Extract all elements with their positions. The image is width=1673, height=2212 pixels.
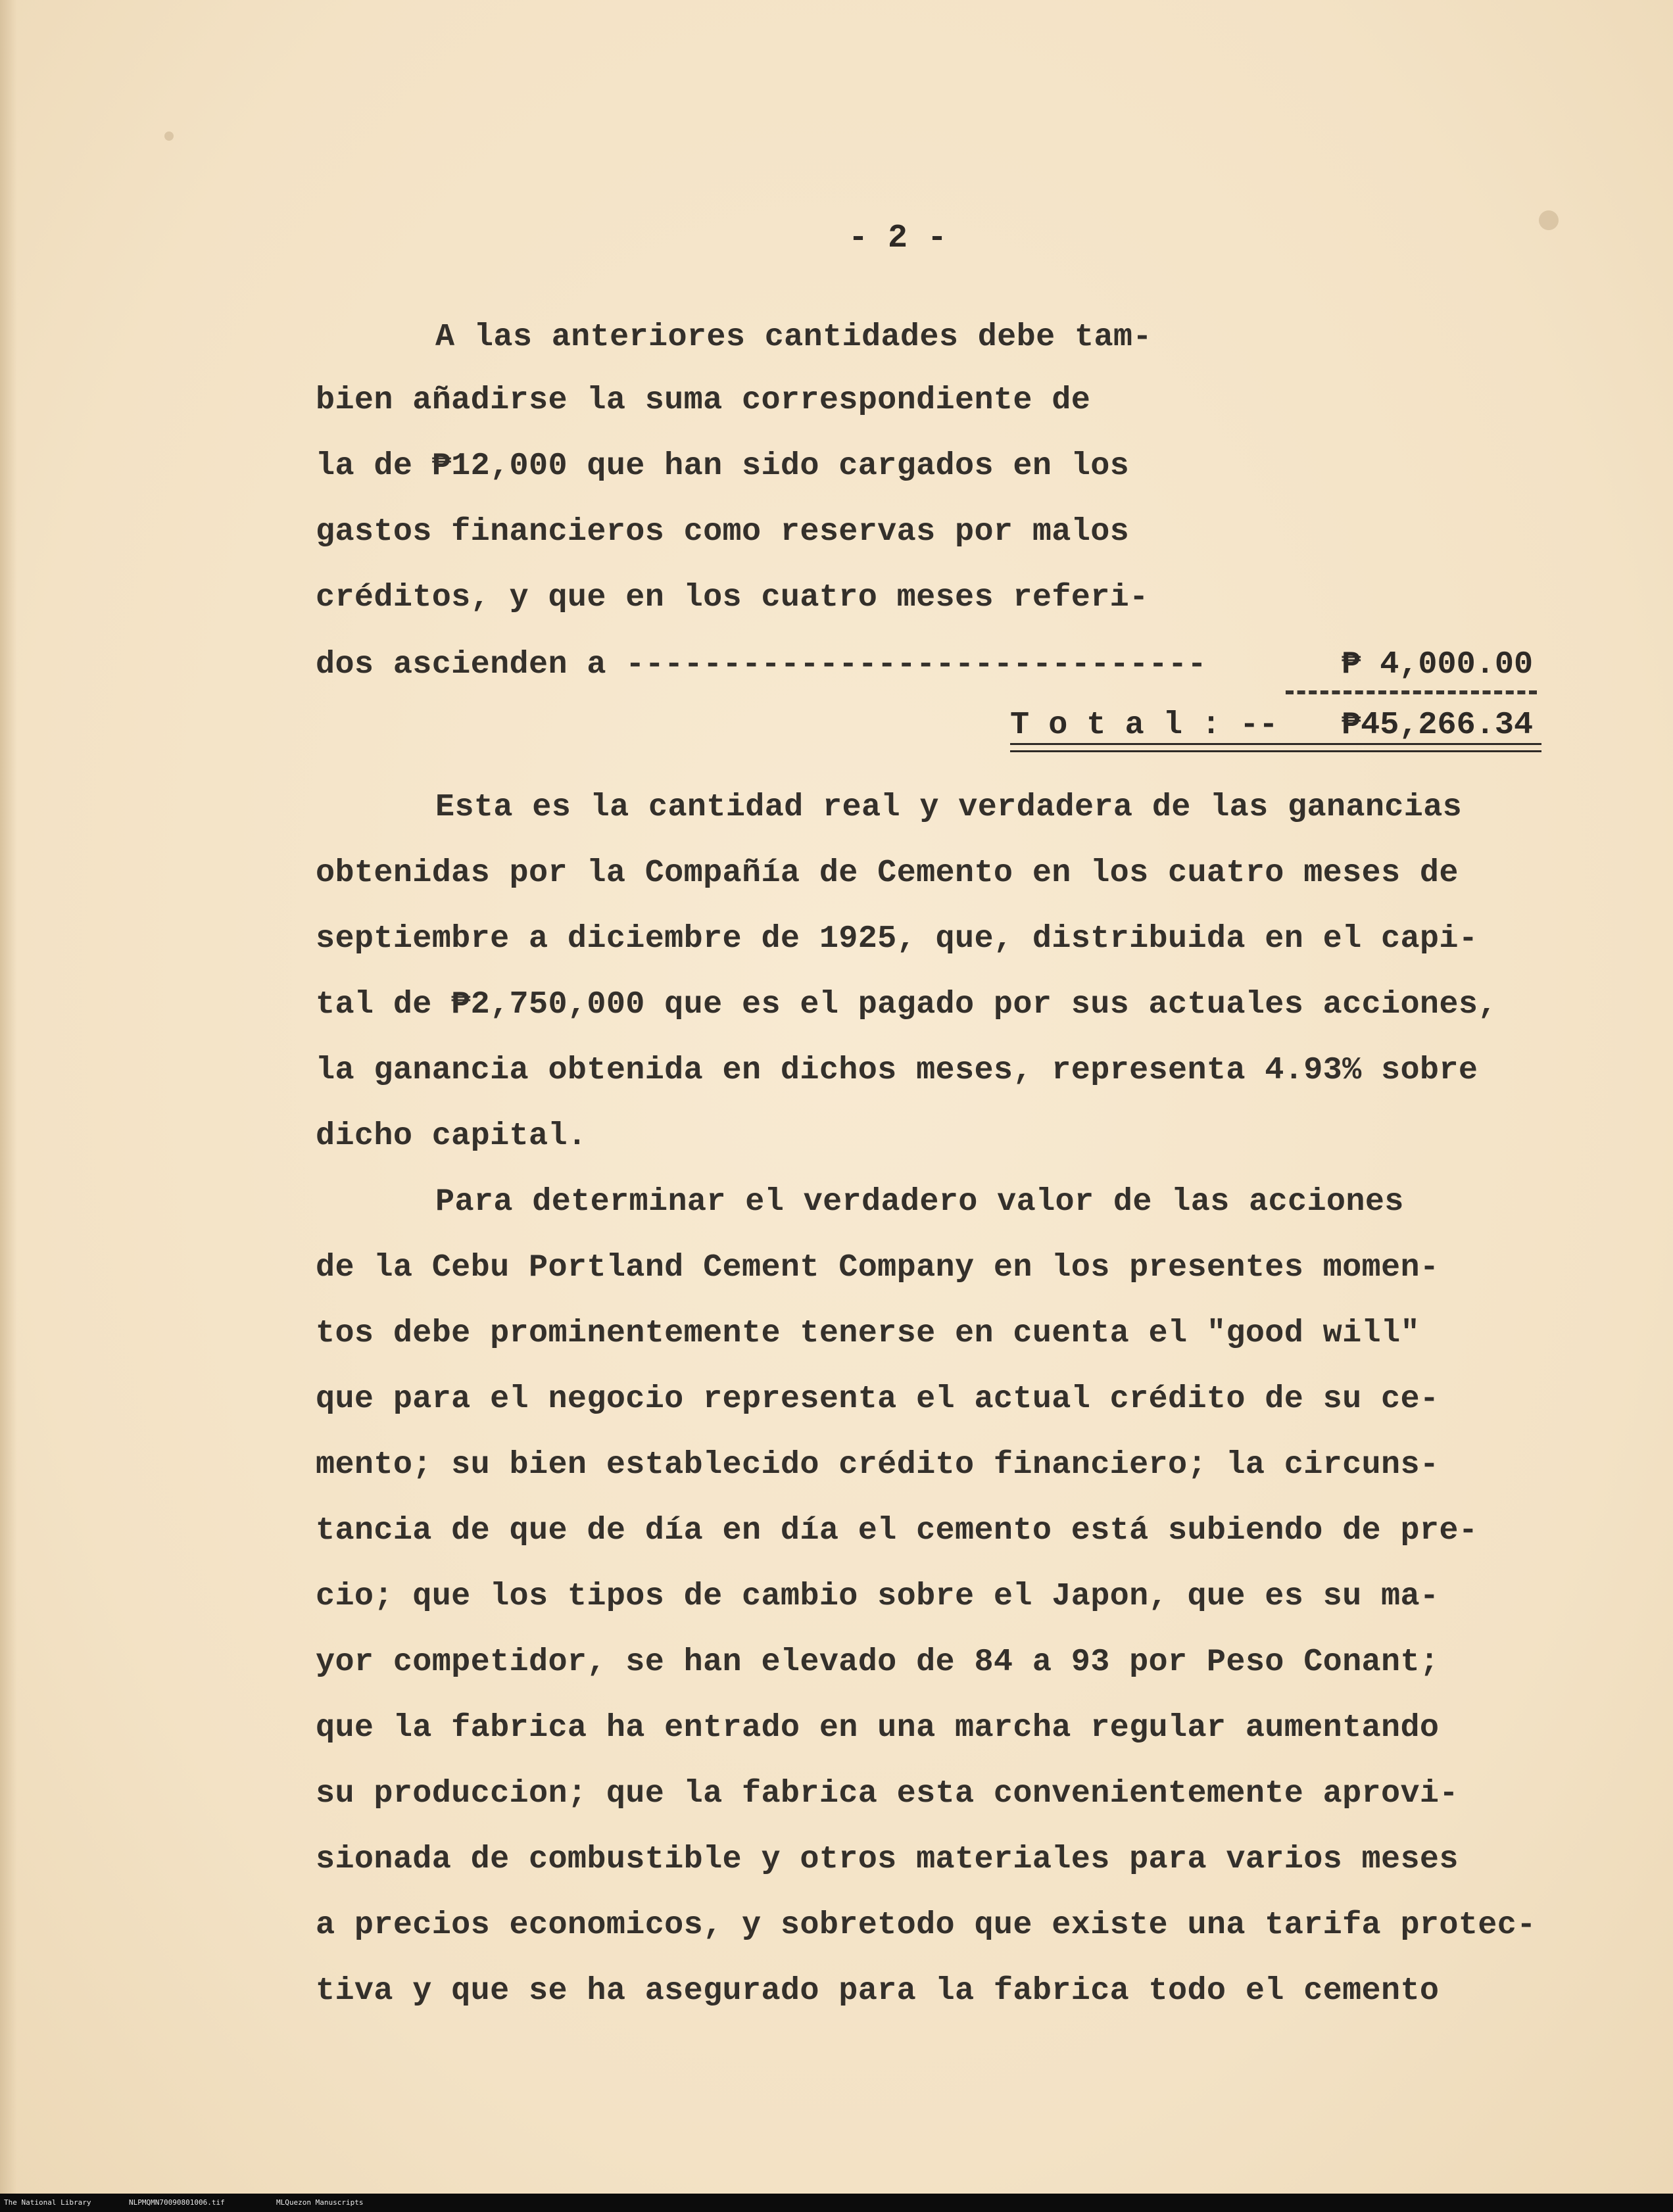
page-number: - 2 -: [848, 220, 948, 257]
text-line: la ganancia obtenida en dichos meses, representa 4.93% sobre: [316, 1052, 1478, 1088]
amount-value: ₱ 4,000.00: [1342, 646, 1534, 683]
page-edge-shadow: [0, 0, 17, 2194]
total-amount: ₱45,266.34: [1342, 707, 1534, 743]
text-line: septiembre a diciembre de 1925, que, distribuida en el capi-: [316, 921, 1478, 957]
text-line: tos debe prominentemente tenerse en cuenta el "good will": [316, 1315, 1420, 1351]
text-line: Para determinar el verdadero valor de las acciones: [435, 1184, 1404, 1220]
sum-dash-rule: [1286, 690, 1537, 694]
footer-library: The National Library: [4, 2198, 91, 2207]
text-line: créditos, y que en los cuatro meses referi-: [316, 579, 1149, 615]
text-line: que la fabrica ha entrado en una marcha regular aumentando: [316, 1710, 1440, 1746]
text-line: dicho capital.: [316, 1118, 587, 1154]
text-line: tancia de que de día en día el cemento está subiendo de pre-: [316, 1512, 1478, 1549]
text-line: bien añadirse la suma correspondiente de: [316, 382, 1091, 418]
text-line: yor competidor, se han elevado de 84 a 93 por Peso Conant;: [316, 1644, 1440, 1680]
archive-footer-bar: [0, 2194, 1673, 2212]
text-line: que para el negocio representa el actual crédito de su ce-: [316, 1381, 1440, 1417]
footer-collection: MLQuezon Manuscripts: [276, 2198, 364, 2207]
text-line: dos ascienden a ------------------------------: [316, 646, 1207, 683]
text-line: mento; su bien establecido crédito financiero; la circuns-: [316, 1447, 1440, 1483]
text-line: a precios economicos, y sobretodo que existe una tarifa protec-: [316, 1907, 1536, 1943]
text-line: sionada de combustible y otros materiales para varios meses: [316, 1841, 1459, 1877]
text-line: de la Cebu Portland Cement Company en los presentes momen-: [316, 1249, 1440, 1286]
text-line: su produccion; que la fabrica esta convenientemente aprovi-: [316, 1775, 1459, 1812]
text-line: Esta es la cantidad real y verdadera de las ganancias: [435, 789, 1463, 825]
text-line: tal de ₱2,750,000 que es el pagado por sus actuales acciones,: [316, 986, 1497, 1022]
total-underline: [1010, 750, 1541, 752]
text-line: gastos financieros como reservas por malos: [316, 514, 1130, 550]
text-line: obtenidas por la Compañía de Cemento en los cuatro meses de: [316, 855, 1459, 891]
paper-stain: [1539, 210, 1559, 230]
total-underline: [1010, 743, 1541, 745]
text-line: tiva y que se ha asegurado para la fabrica todo el cemento: [316, 1973, 1440, 2009]
paper-stain: [164, 132, 174, 141]
footer-filename: NLPMQMN70090801006.tif: [129, 2198, 225, 2207]
text-line: la de ₱12,000 que han sido cargados en los: [316, 448, 1130, 484]
text-line: cio; que los tipos de cambio sobre el Japon, que es su ma-: [316, 1578, 1440, 1614]
total-label: T o t a l : --: [1010, 707, 1278, 743]
text-line: A las anteriores cantidades debe tam-: [435, 319, 1152, 355]
